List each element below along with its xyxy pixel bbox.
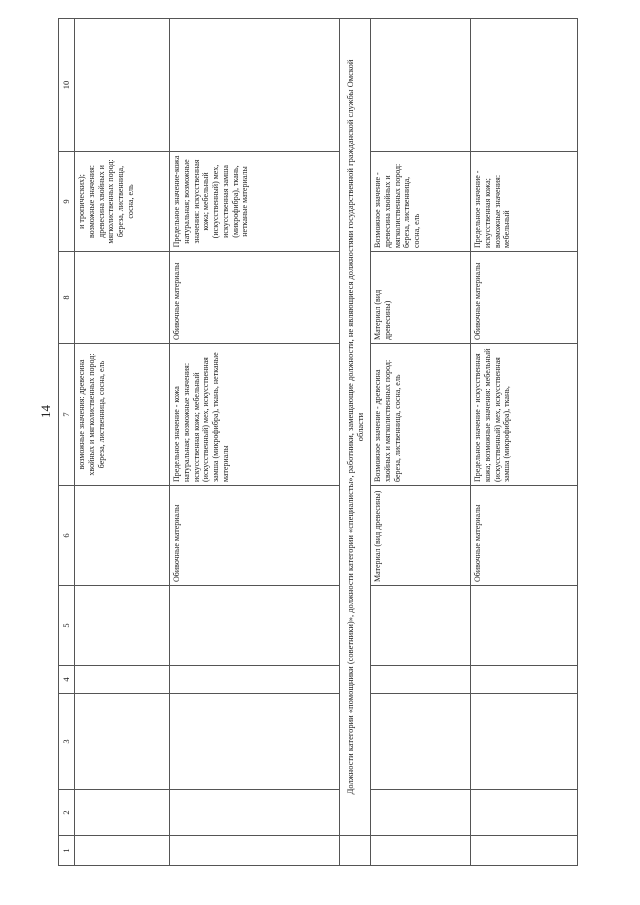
header-row: [59, 19, 75, 866]
table-cell: [471, 694, 578, 790]
col-header: 8: [59, 252, 75, 344]
table-cell: Предельное значение - искусственная кожа; возможные значения: мебельный: [471, 152, 578, 252]
table-cell: Предельное значение - искусственная кожа; возможные значения: мебельный (искусственный) мех, искусственная замша (микрофибра), ткань,: [471, 344, 578, 486]
table-cell: [170, 836, 340, 866]
rotated-table-container: [58, 19, 578, 866]
col-header: 1: [59, 836, 75, 866]
table-cell: [170, 666, 340, 694]
requirements-table: [58, 18, 578, 866]
table-cell: [371, 790, 471, 836]
table-cell: [75, 666, 170, 694]
table-cell: Обивочные материалы: [170, 486, 340, 586]
table-cell: [75, 252, 170, 344]
table-row: [371, 19, 471, 866]
table-cell: Предельное значение-кожа натуральная; возможные значения: искусственная кожа; мебельный (искусственный) мех, искусственная замша (микрофибра), ткань, нетканые материалы: [170, 152, 340, 252]
table-cell: Обивочные материалы: [471, 252, 578, 344]
table-cell: возможные значения: древесина хвойных и мягколиственных пород: береза, лиственница, сосна, ель: [75, 344, 170, 486]
col-header: 3: [59, 694, 75, 790]
table-cell: [371, 836, 471, 866]
table-row: [471, 19, 578, 866]
table-cell: [371, 694, 471, 790]
table-cell: Предельное значение - кожа натуральная; возможные значения: искусственная кожа; мебельный (искусственный) мех, искусственная замша (микрофибра), ткань, нетканые материалы: [170, 344, 340, 486]
col-header: 6: [59, 486, 75, 586]
table-cell: [471, 586, 578, 666]
table-cell: [340, 836, 371, 866]
table-cell: и тропических); возможные значения: древесина хвойных и мягколиственных пород: береза, лиственница, сосна, ель: [75, 152, 170, 252]
table-cell: Обивочные материалы: [170, 252, 340, 344]
table-cell: [75, 694, 170, 790]
page-number: 14: [38, 405, 53, 418]
table-cell: [75, 790, 170, 836]
table-cell: Материал (вид древесины): [371, 486, 471, 586]
table-cell: [471, 836, 578, 866]
section-row: [340, 19, 371, 866]
table-cell: [75, 836, 170, 866]
table-cell: [471, 666, 578, 694]
col-header: 7: [59, 344, 75, 486]
table-row: [75, 19, 170, 866]
table-cell: [75, 586, 170, 666]
table-row: [170, 19, 340, 866]
table-cell: [170, 586, 340, 666]
table-cell: [371, 586, 471, 666]
table-cell: [75, 19, 170, 152]
table-cell: [75, 486, 170, 586]
col-header: 4: [59, 666, 75, 694]
table-cell: [170, 694, 340, 790]
table-cell: [471, 19, 578, 152]
col-header: 2: [59, 790, 75, 836]
col-header: 10: [59, 19, 75, 152]
table-cell: [471, 790, 578, 836]
table-cell: [170, 19, 340, 152]
col-header: 5: [59, 586, 75, 666]
table-cell: [371, 666, 471, 694]
table-cell: Возможное значение - древесина хвойных и мягколиственных пород: береза, лиственница, сосна, ель: [371, 344, 471, 486]
section-heading: Должности категории «помощники (советники)», должности категории «специалисты», работники, замещающие должности, не являющиеся должностями государственной гражданской службы Омской области: [340, 19, 371, 836]
table-cell: Материал (вид древесины): [371, 252, 471, 344]
table-cell: Возможное значение - древесина хвойных и мягколиственных пород: береза, лиственница, сосна, ель: [371, 152, 471, 252]
table-cell: [371, 19, 471, 152]
col-header: 9: [59, 152, 75, 252]
table-cell: Обивочные материалы: [471, 486, 578, 586]
table-cell: [170, 790, 340, 836]
